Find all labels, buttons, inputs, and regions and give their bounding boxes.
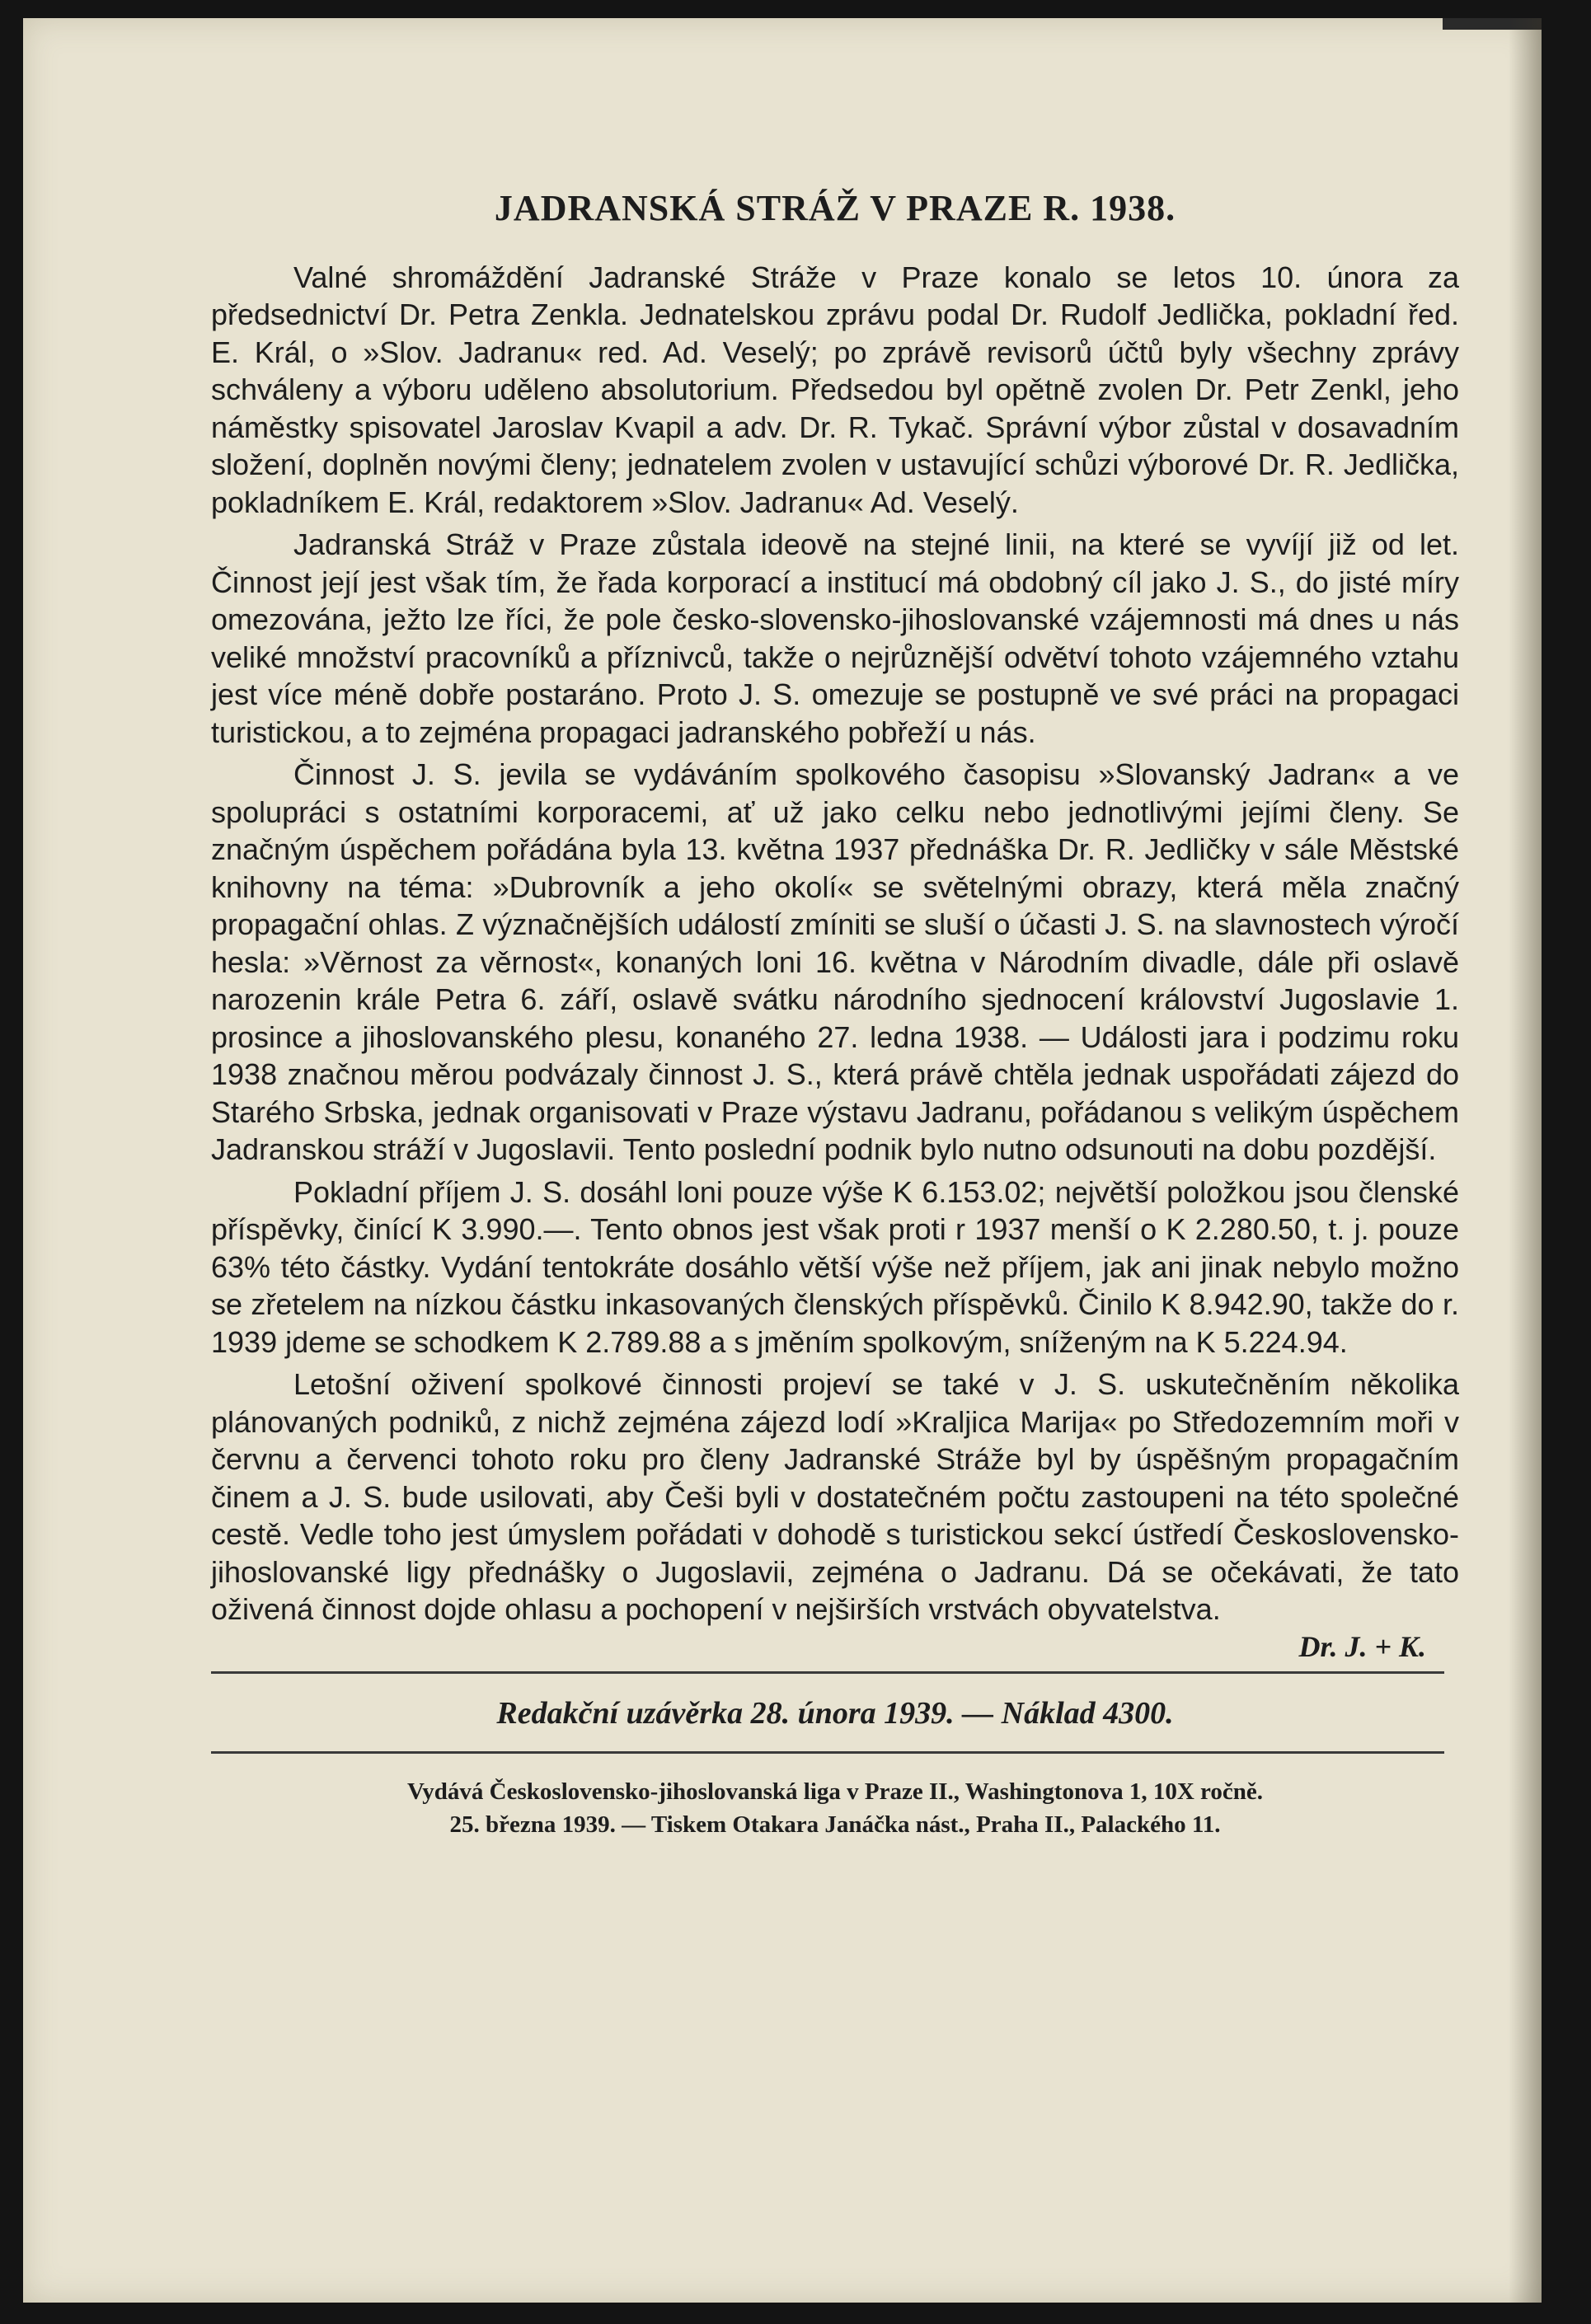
paragraph-activities: Činnost J. S. jevila se vydáváním spolkového časopisu »Slovanský Jadran« a ve spolupráci s ostatními korporacemi, ať už jako celku nebo jednotlivými jejími členy. Se značným úspěchem pořádána byla 13. května 1937 přednáška Dr. R. Jedličky v sále Městské knihovny na téma: »Dubrovník a jeho okolí« se světelnými obrazy, která měla značný propagační ohlas. Z význačnějších událostí zmíniti se sluší o účasti J. S. na slavnostech výročí hesla: »Věrnost za věrnost«, konaných loni 16. května v Národním divadle, dále při oslavě narozenin krále Petra 6. září, oslavě svátku národního sjednocení království Jugoslavie 1. prosince a jihoslovanského plesu, konaného 27. ledna 1938. — Události jara i podzimu roku 1938 značnou měrou podvázaly činnost J. S., která právě chtěla jednak uspořádati zájezd do Starého Srbska, jednak organisovati v Praze výstavu Jadranu, pořádanou s velikým úspěchem Jadranskou stráží v Jugoslavii. Tento poslední podnik bylo nutno odsunouti na dobu pozdější.: [211, 757, 1459, 1167]
page-fold-shadow: [1509, 18, 1542, 2303]
article-title: JADRANSKÁ STRÁŽ V PRAZE R. 1938.: [494, 188, 1176, 228]
article-signature: Dr. J. + K.: [1298, 1629, 1426, 1663]
imprint-line-1: Vydává Československo-jihoslovanská liga v Praze II., Washingtonova 1, 10X ročně.: [407, 1778, 1263, 1805]
article-body: [211, 259, 1459, 1663]
editorial-deadline-note: Redakční uzávěrka 28. února 1939. — Náklad 4300.: [496, 1695, 1174, 1731]
article: [211, 187, 1459, 1841]
publisher-imprint: [211, 1775, 1459, 1841]
footer-divider-bottom: [211, 1751, 1444, 1754]
document-page: [23, 18, 1542, 2303]
paragraph-ideological-line: Jadranská Stráž v Praze zůstala ideově na stejné linii, na které se vyvíjí již od let. Činnost její jest však tím, že řada korporací a institucí má obdobný cíl jako J. S., do jisté míry omezována, ježto lze říci, že pole česko-slovensko-jihoslovanské vzájemnosti má dnes u nás veliké množství pracovníků a příznivců, takže o nejrůznější odvětví tohoto vzájemného vztahu jest více méně dobře postaráno. Proto J. S. omezuje se postupně ve své práci na propagaci turistickou, a to zejména propagaci jadranského pobřeží u nás.: [211, 527, 1459, 749]
paragraph-outlook: [211, 1366, 1459, 1663]
paragraph-general-meeting: Valné shromáždění Jadranské Stráže v Praze konalo se letos 10. února za předsednictví Dr. Petra Zenkla. Jednatelskou zprávu podal Dr. Rudolf Jedlička, pokladní řed. E. Král, o »Slov. Jadranu« red. Ad. Veselý; po zprávě revisorů účtů byly všechny zprávy schváleny a výboru uděleno absolutorium. Předsedou byl opětně zvolen Dr. Petr Zenkl, jeho náměstky spisovatel Jaroslav Kvapil a adv. Dr. R. Tykač. Správní výbor zůstal v dosavadním složení, doplněn novými členy; jednatelem zvolen v ustavující schůzi výborové Dr. R. Jedlička, pokladníkem E. Král, redaktorem »Slov. Jadranu« Ad. Veselý.: [211, 260, 1459, 519]
footer-divider-top: [211, 1671, 1444, 1674]
imprint-line-2: 25. března 1939. — Tiskem Otakara Janáčka nást., Praha II., Palackého 11.: [449, 1811, 1221, 1838]
paragraph-finances: Pokladní příjem J. S. dosáhl loni pouze výše K 6.153.02; největší položkou jsou členské příspěvky, činící K 3.990.—. Tento obnos jest však proti r 1937 menší o K 2.280.50, t. j. pouze 63% této částky. Vydání tentokráte dosáhlo větší výše než příjem, jak ani jinak nebylo možno se zřetelem na nízkou částku inkasovaných členských příspěvků. Činilo K 8.942.90, takže do r. 1939 jdeme se schodkem K 2.789.88 a s jměním spolkovým, sníženým na K 5.224.94.: [211, 1174, 1459, 1359]
paragraph-outlook-text: Letošní oživení spolkové činnosti projeví se také v J. S. uskutečněním několika plánovaných podniků, z nichž zejména zájezd lodí »Kraljica Marija« po Středozemním moři v červnu a červenci tohoto roku pro členy Jadranské Stráže byl by úspěšným propagačním činem a J. S. bude usilovati, aby Češi byli v dostatečném počtu zastoupeni na této společné cestě. Vedle toho jest úmyslem pořádati v dohodě s turistickou sekcí ústředí Československo-jihoslovanské ligy přednášky o Jugoslavii, zejména o Jadranu. Dá se očekávati, že tato oživená činnost dojde ohlasu a pochopení v nejširších vrstvách obyvatelstva.: [211, 1367, 1459, 1627]
